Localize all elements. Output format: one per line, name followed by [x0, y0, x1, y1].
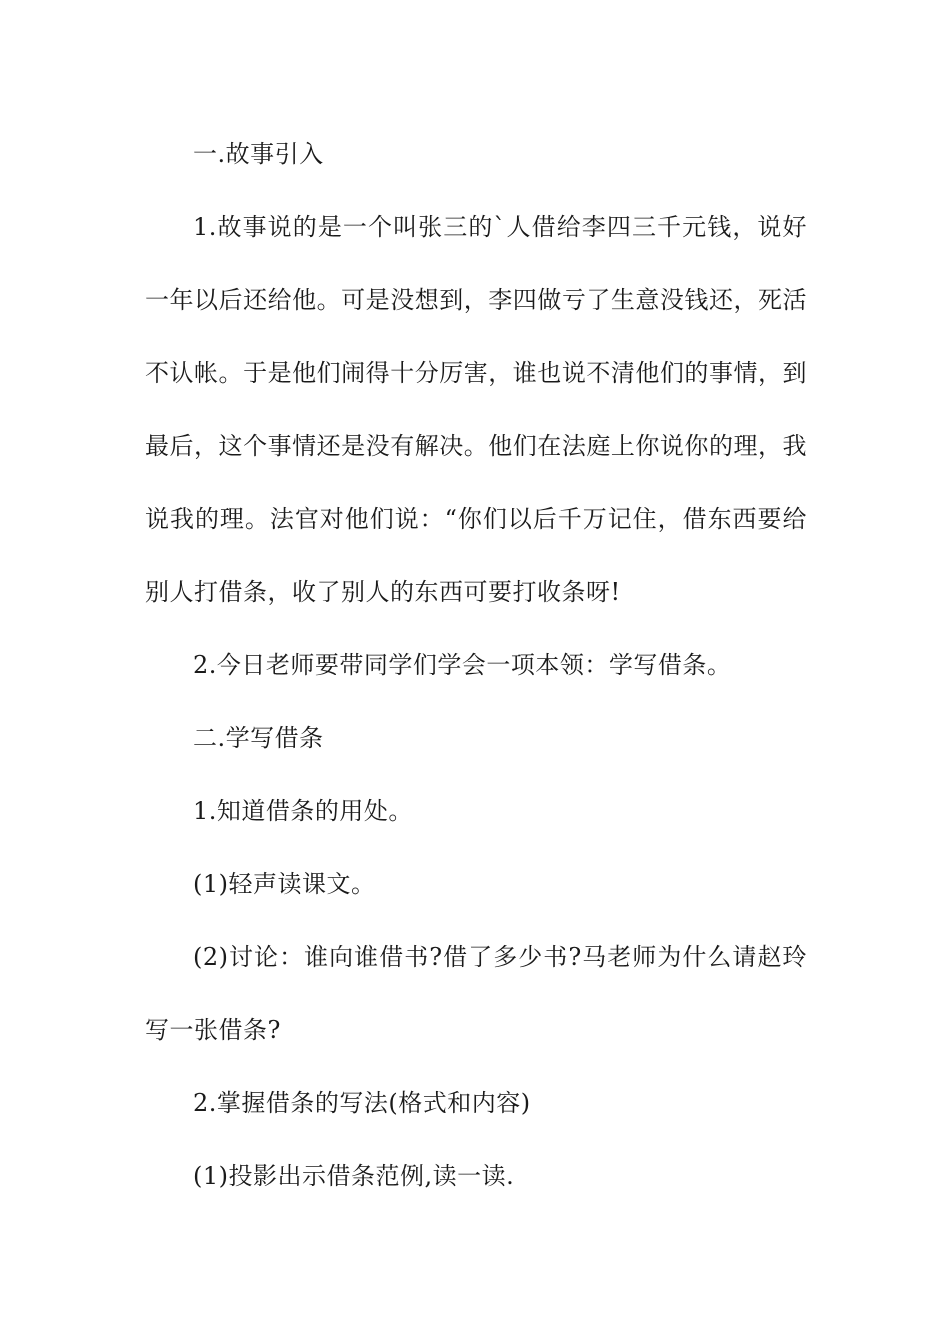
substep-paragraph-3: (1)投影出示借条范例,读一读. [193, 1162, 515, 1190]
intro-paragraph: 2.今日老师要带同学们学会一项本领：学写借条。 [193, 651, 732, 679]
step-paragraph-2: 2.掌握借条的写法(格式和内容) [193, 1089, 531, 1117]
substep-paragraph-2: (2)讨论：谁向谁借书?借了多少书?马老师为什么请赵玲写一张借条? [145, 943, 807, 1044]
step-paragraph-1: 1.知道借条的用处。 [193, 797, 413, 825]
section-heading-1: 一.故事引入 [193, 140, 324, 168]
substep-paragraph-1: (1)轻声读课文。 [193, 870, 376, 898]
document-body [145, 118, 807, 1213]
section-heading-2: 二.学写借条 [193, 724, 324, 752]
story-paragraph: 1.故事说的是一个叫张三的`人借给李四三千元钱，说好一年以后还给他。可是没想到，李四做亏了生意没钱还，死活不认帐。于是他们闹得十分厉害，谁也说不清他们的事情，到最后，这个事情还是没有解决。他们在法庭上你说你的理，我说我的理。法官对他们说：“你们以后千万记住，借东西要给别人打借条，收了别人的东西可要打收条呀! [145, 213, 807, 606]
